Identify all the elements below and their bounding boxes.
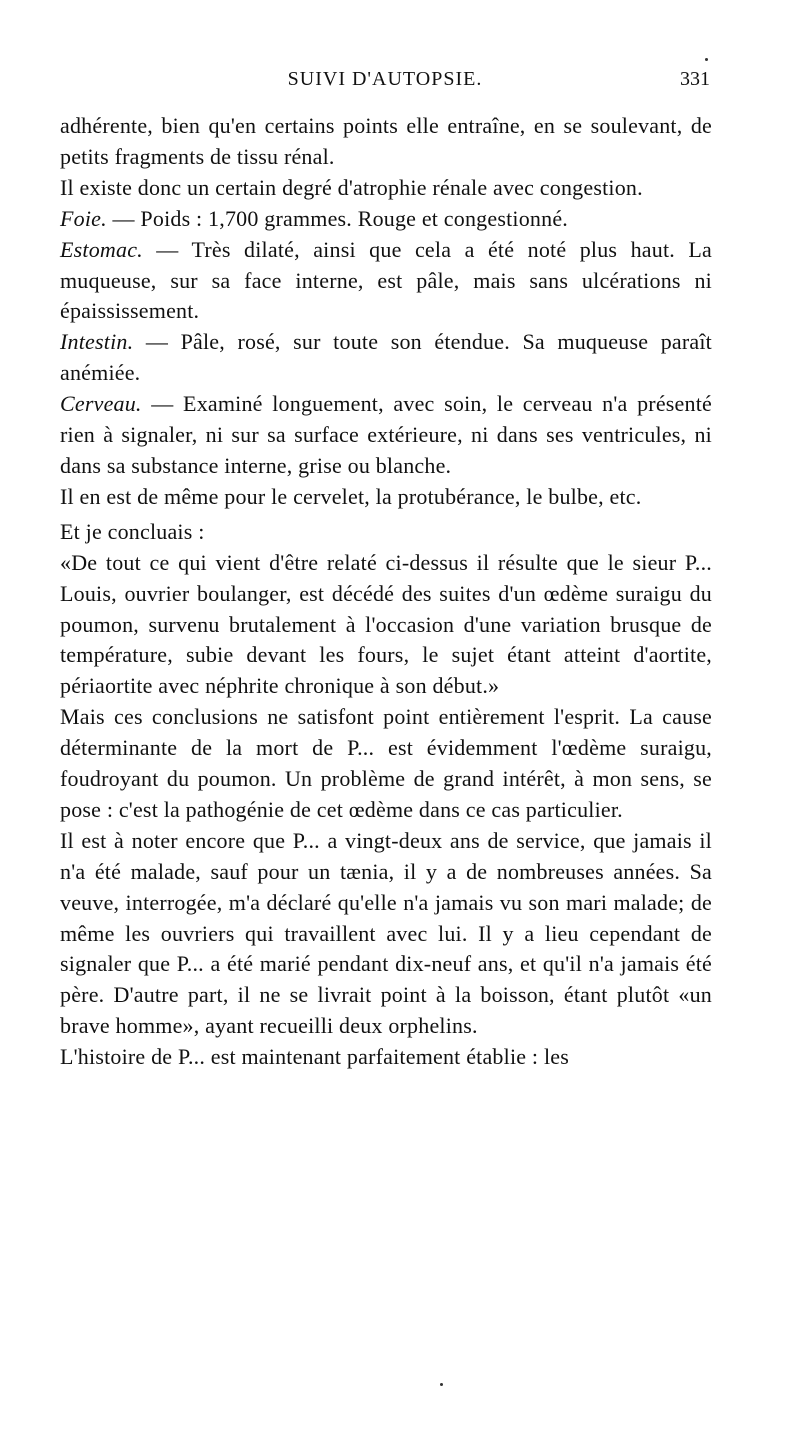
paragraph-text: — Examiné longuement, avec soin, le cerveau n'a présenté rien à signaler, ni sur sa surface extérieure, ni dans ses ventricules, ni dans sa substance interne, grise ou blanche. xyxy=(60,391,712,478)
paragraph-history xyxy=(60,826,712,1042)
paragraph-analysis xyxy=(60,702,712,826)
paragraph-text: Et je concluais : xyxy=(60,518,205,544)
paragraph-atrophie xyxy=(60,173,712,204)
page-header xyxy=(60,68,710,108)
paragraph-text: — Très dilaté, ainsi que cela a été noté plus haut. La muqueuse, sur sa face interne, est pâle, mais sans ulcérations ni épaississement. xyxy=(60,236,712,324)
paragraph-final-line xyxy=(60,1042,712,1073)
running-title: SUIVI D'AUTOPSIE. xyxy=(287,68,483,90)
paragraph-cervelet xyxy=(60,482,712,513)
paragraph-text: «De tout ce qui vient d'être relaté ci-dessus il résulte que le sieur P... Louis, ouvrier boulanger, est décédé des suites d'un œdème suraigu du poumon, survenu brutalement à l'occasion d'une variation brusque de température, subie devant les fours, le sujet étant atteint d'aortite, périaortite avec néphrite chronique à son début.» xyxy=(60,549,712,699)
paragraph-text: Il est à noter encore que P... a vingt-deux ans de service, que jamais il n'a été malade, sauf pour un tænia, il y a de nombreuses années. Sa veuve, interrogée, m'a déclaré qu'elle n'a jamais vu son mari malade; de même les ouvriers qui travaillent avec lui. Il y a lieu cependant de signaler que P... a été marié pendant dix-neuf ans, et qu'il n'a jamais été père. D'autre part, il ne se livrait point à la boisson, étant plutôt «un brave homme», ayant recueilli deux orphelins. xyxy=(60,827,712,1039)
paragraph-estomac xyxy=(60,235,712,328)
paragraph-intestin xyxy=(60,327,712,389)
paragraph-text: Il en est de même pour le cervelet, la protubérance, le bulbe, etc. xyxy=(60,483,642,509)
paragraph-text: L'histoire de P... est maintenant parfaitement établie : les xyxy=(60,1044,569,1070)
body-text xyxy=(60,111,712,1073)
paragraph-text: adhérente, bien qu'en certains points elle entraîne, en se soulevant, de petits fragments de tissu rénal. xyxy=(60,113,712,169)
paragraph-foie xyxy=(60,204,712,235)
section-lead-foie: Foie. xyxy=(60,205,107,231)
paragraph-text: — Poids : 1,700 grammes. Rouge et congestionné. xyxy=(106,205,568,231)
paragraph-text: — Pâle, rosé, sur toute son étendue. Sa muqueuse paraît anémiée. xyxy=(60,329,712,386)
page-number: 331 xyxy=(680,68,710,90)
paragraph-conclusion-quote xyxy=(60,548,712,703)
paragraph-continuation xyxy=(60,111,712,173)
paragraph-text: Il existe donc un certain degré d'atrophie rénale avec congestion. xyxy=(60,174,643,200)
section-lead-estomac: Estomac. xyxy=(60,236,143,262)
print-speck xyxy=(440,1383,443,1386)
paragraph-text: Mais ces conclusions ne satisfont point entièrement l'esprit. La cause déterminante de la mort de P... est évidemment l'œdème suraigu, foudroyant du poumon. Un problème de grand intérêt, à mon sens, se pose : c'est la pathogénie de cet œdème dans ce cas particulier. xyxy=(60,704,712,822)
paragraph-cerveau xyxy=(60,389,712,482)
section-lead-cerveau: Cerveau. xyxy=(60,391,142,417)
paragraph-concluais xyxy=(60,517,712,548)
print-speck xyxy=(705,58,708,61)
section-lead-intestin: Intestin. xyxy=(60,329,134,355)
